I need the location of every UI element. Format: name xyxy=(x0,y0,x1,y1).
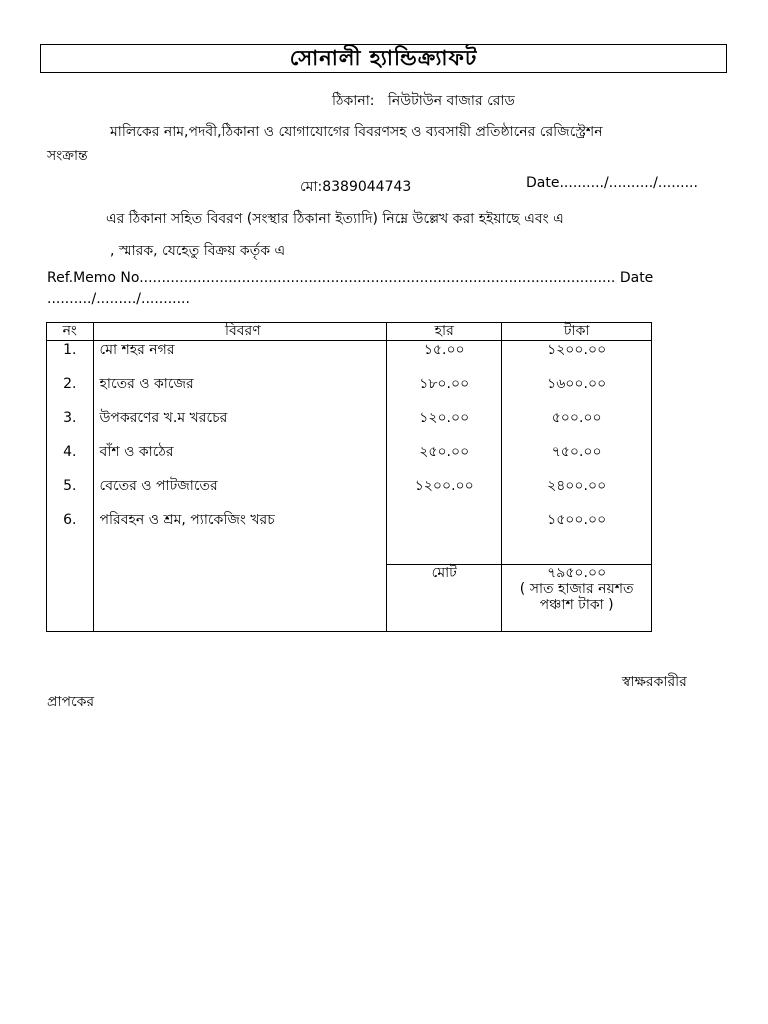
total-in-words: ( সাত হাজার নয়শত পঞ্চাশ টাকা ) xyxy=(519,581,634,613)
table-header-row xyxy=(47,323,652,341)
table-row xyxy=(47,444,652,478)
table-row xyxy=(47,410,652,444)
row-description: মো শহর নগর xyxy=(93,341,387,377)
address-value: নিউটাউন বাজার রোড xyxy=(387,93,515,109)
row-rate: ১২০০.০০ xyxy=(387,478,502,512)
col-header-amount: টাকা xyxy=(502,323,652,341)
row-rate: ১৮০.০০ xyxy=(387,376,502,410)
row-description: বেতের ও পাটজাতের xyxy=(93,478,387,512)
row-sl: 5. xyxy=(47,478,94,512)
owner-details-line: মালিকের নাম,পদবী,ঠিকানা ও যোগাযোগের বিবরণসহ ও ব্যবসায়ী প্রতিষ্ঠানের রেজিস্ট্রেশন xyxy=(110,124,603,140)
row-amount: ১২০০.০০ xyxy=(502,341,652,377)
phone-line xyxy=(300,175,411,199)
row-sl: 3. xyxy=(47,410,94,444)
phone-number: 8389044743 xyxy=(322,179,412,195)
recipient-line: এর ঠিকানা সহিত বিবরণ (সংস্থার ঠিকানা ইত্যাদি) নিম্নে উল্লেখ করা হইয়াছে এবং এ xyxy=(106,211,564,227)
row-description: বাঁশ ও কাঠের xyxy=(93,444,387,478)
phone-label: মো: xyxy=(300,179,323,195)
table-row xyxy=(47,376,652,410)
bill-table xyxy=(46,322,652,632)
address-line xyxy=(332,89,515,113)
row-description: উপকরণের খ.ম খরচের xyxy=(93,410,387,444)
owner-details-line-2: সংক্রান্ত xyxy=(47,148,88,164)
recipient-signature-label: প্রাপকের xyxy=(47,694,95,710)
table-row xyxy=(47,512,652,565)
table-row xyxy=(47,341,652,377)
row-amount: ৫০০.০০ xyxy=(502,410,652,444)
col-header-description: বিবরণ xyxy=(93,323,387,341)
row-sl: 1. xyxy=(47,341,94,377)
ref-memo-line: Ref.Memo No........................................................................................................... Date xyxy=(47,270,654,286)
col-header-rate: হার xyxy=(387,323,502,341)
row-rate: ১২০.০০ xyxy=(387,410,502,444)
total-cell xyxy=(502,565,652,632)
row-sl: 4. xyxy=(47,444,94,478)
row-sl: 2. xyxy=(47,376,94,410)
row-amount: ২৪০০.০০ xyxy=(502,478,652,512)
row-rate: ২৫০.০০ xyxy=(387,444,502,478)
row-rate: ১৫.০০ xyxy=(387,341,502,377)
ref-date-line: ........../........./........... xyxy=(47,291,190,307)
recipient-line-2: , স্মারক, যেহেতু বিক্রয় কর্তৃক এ xyxy=(110,243,286,259)
shop-title: সোনালী হ্যান্ডিক্র্যাফট xyxy=(40,44,727,73)
table-row xyxy=(47,478,652,512)
total-label: মোট xyxy=(387,565,502,632)
address-label: ঠিকানা: xyxy=(332,93,375,109)
row-amount: ৭৫০.০০ xyxy=(502,444,652,478)
row-amount: ১৬০০.০০ xyxy=(502,376,652,410)
row-rate xyxy=(387,512,502,565)
date-line: Date........../........../......... xyxy=(526,175,698,191)
total-row xyxy=(47,565,652,632)
col-header-sl: নং xyxy=(47,323,94,341)
row-description: পরিবহন ও শ্রম, প্যাকেজিং খরচ xyxy=(93,512,387,565)
row-amount: ১৫০০.০০ xyxy=(502,512,652,565)
row-sl: 6. xyxy=(47,512,94,565)
row-description: হাতের ও কাজের xyxy=(93,376,387,410)
total-value: ৭৯৫০.০০ xyxy=(547,565,607,581)
signature-label: স্বাক্ষরকারীর xyxy=(622,674,687,690)
